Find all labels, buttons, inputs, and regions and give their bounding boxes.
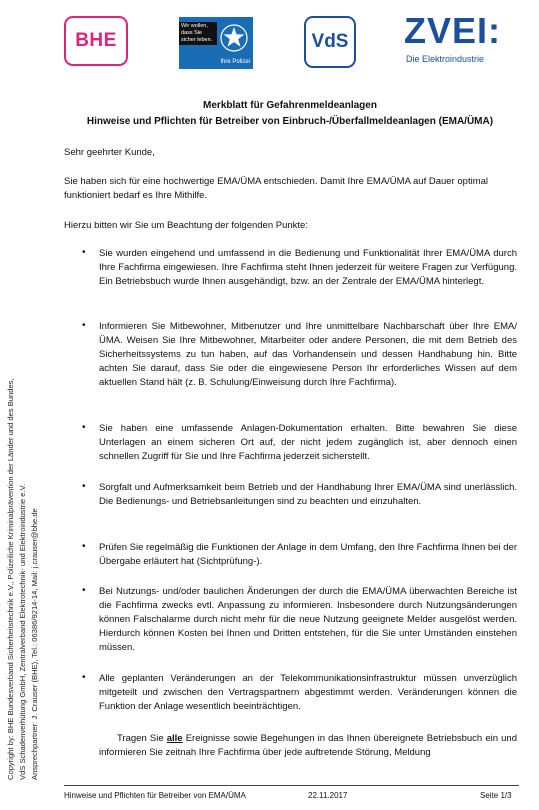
side-copyright: [5, 20, 41, 780]
vds-logo: [304, 16, 356, 68]
zvei-logo: ZVEI:: [404, 10, 502, 51]
salutation: Sehr geehrter Kunde,: [64, 147, 155, 158]
final-paragraph: [99, 732, 517, 760]
bullet-dot: •: [82, 672, 86, 683]
vds-logo-text: VdS: [311, 31, 349, 52]
bhe-logo-text: BHE: [75, 30, 117, 51]
footer-title: Hinweise und Pflichten für Betreiber von EMA/ÜMA: [64, 791, 246, 800]
final-paragraph-emphasis: alle: [166, 733, 183, 744]
final-paragraph-post: Ereignisse sowie Begehungen in das Ihnen übereignete Betriebsbuch ein und informieren Sie zeitnah Ihre Fachfirma über jede auftretende Störung, Meldung: [99, 733, 517, 758]
bullet-dot: •: [82, 422, 86, 433]
side-line-2: VdS Schadenverhütung GmbH, Zentralverband Elektrotechnik- und Elektroindustrie e.V.: [18, 483, 27, 780]
police-logo: [179, 17, 253, 69]
bullet-dot: •: [82, 585, 86, 596]
bullet-dot: •: [82, 481, 86, 492]
list-item: Sie wurden eingehend und umfassend in die Bedienung und Funktionalität Ihrer EMA/ÜMA durch Ihre Fachfirma eingewiesen. Ihre Fachfirma steht Ihnen jederzeit für weitere Fragen zur Verfügung. Ein Betriebsbuch wurde Ihnen ausgehändigt, bzw. an der Zentrale der EMA/ÜMA hinterlegt.: [99, 248, 517, 287]
police-star-icon: [219, 23, 249, 53]
list-item: Informieren Sie Mitbewohner, Mitbenutzer und Ihre unmittelbare Nachbarschaft über Ihre EMA/ÜMA. Weisen Sie Ihre Mitbewohner, Mitarbeiter oder andere Personen, die mit dem Betrieb des Sicherheitssystems zu tun haben, auf das Vorhandensein und dessen Handhabung hin. Bitte achten Sie darauf, dass Sie oder die eingewiesene Person Ihr erforderliches Wissen auf dem aktuellen Stand hält (z. B. Schulung/Einweisung durch Ihre Fachfirma).: [99, 321, 517, 388]
final-paragraph-pre: Tragen Sie: [117, 733, 167, 744]
footer-page-number: Seite 1/3: [480, 791, 512, 800]
footer-date: 22.11.2017: [308, 791, 348, 800]
list-item: Bei Nutzungs- und/oder baulichen Änderungen der durch die EMA/ÜMA überwachten Bereiche ist die Fachfirma zwecks evtl. Anpassung zu informieren. Insbesondere durch Nutzungsänderungen können Falschalarme durch nicht mehr für die neue Nutzung geeignete Melder ausgelöst werden. Hierdurch können Kosten bei Ihnen und Dritten entstehen, für die Sie unter Umständen einstehen müssen.: [99, 586, 517, 653]
zvei-logo-sub: Die Elektroindustrie: [406, 54, 485, 64]
request-paragraph: Hierzu bitten wir Sie um Beachtung der folgenden Punkte:: [64, 220, 308, 231]
list-item: Sie haben eine umfassende Anlagen-Dokumentation erhalten. Bitte bewahren Sie diese Unterlagen an einem sicheren Ort auf, der nicht jedem zugänglich ist, aber dennoch einen schnellen Zugriff für Sie und Ihre Fachfirma jederzeit sicherstellt.: [99, 423, 517, 462]
footer-divider: [64, 785, 519, 786]
bullet-dot: •: [82, 247, 86, 258]
police-logo-sub: Ihre Polizei: [220, 59, 250, 65]
list-item: Alle geplanten Veränderungen an der Telekommunikationsinfrastruktur müssen unverzüglich mitgeteilt und zwischen den Vertragspartnern abgestimmt werden. Veränderungen können die Funktion der Anlage wesentlich beeinträchtigen.: [99, 673, 517, 712]
side-line-1: Copyright by: BHE Bundesverband Sicherheitstechnik e.V., Polizeiliche Kriminalprävention der Länder und des Bundes,: [6, 378, 15, 780]
police-logo-slogan: Wir wollen, dass Sie sicher leben.: [179, 22, 217, 45]
document-title: Merkblatt für Gefahrenmeldeanlagen: [203, 100, 377, 111]
list-item: Sorgfalt und Aufmerksamkeit beim Betrieb und der Handhabung Ihrer EMA/ÜMA sind unerlässlich. Die Bedienungs- und Betriebsanleitungen sind zu beachten und einzuhalten.: [99, 482, 517, 507]
intro-paragraph: Sie haben sich für eine hochwertige EMA/ÜMA entschieden. Damit Ihre EMA/ÜMA auf Dauer optimal funktioniert bedarf es Ihre Mithilfe.: [64, 176, 489, 201]
bullet-dot: •: [82, 541, 86, 552]
side-line-3: Ansprechpartner: J. Crauser (BHE), Tel.: 06386/9214-14, Mail: j.crauser@bhe.de: [30, 508, 39, 780]
list-item: Prüfen Sie regelmäßig die Funktionen der Anlage in dem Umfang, den Ihre Fachfirma Ihnen bei der Übergabe erläutert hat (Sichtprüfung-).: [99, 542, 517, 567]
bullet-dot: •: [82, 320, 86, 331]
bhe-logo: [64, 16, 128, 66]
document-subtitle: Hinweise und Pflichten für Betreiber von Einbruch-/Überfallmeldeanlagen (EMA/ÜMA): [86, 116, 494, 127]
